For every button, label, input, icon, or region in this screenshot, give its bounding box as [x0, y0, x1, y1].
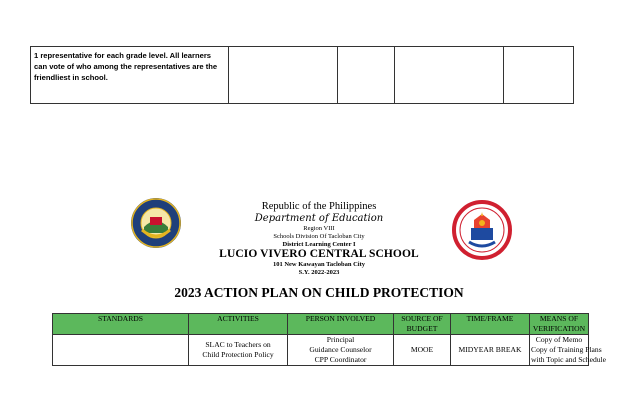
column-header-timeframe: TIME/FRAME — [451, 314, 530, 335]
school-address: 101 New Kawayan Tacloban City — [272, 261, 366, 268]
region-text: Region VIII — [303, 225, 335, 232]
person-line: Guidance Counselor — [309, 345, 372, 354]
table-row — [53, 335, 589, 366]
activities-line: SLAC to Teachers on — [205, 340, 271, 349]
activities-line: Child Protection Policy — [202, 350, 274, 359]
activities-cell — [189, 335, 288, 366]
column-header-person-involved: PERSON INVOLVED — [288, 314, 394, 335]
district-text: District Learning Center I — [282, 241, 356, 248]
division-text: Schools Division Of Tacloban City — [273, 233, 365, 240]
table-row — [31, 47, 574, 104]
column-header-standards: STANDARDS — [53, 314, 189, 335]
activity-description-cell: 1 representative for each grade level. All learners can vote of who among the representatives are the friendliest in school. — [31, 47, 229, 104]
column-header-activities: ACTIVITIES — [189, 314, 288, 335]
persons-cell — [288, 335, 394, 366]
standards-cell — [53, 335, 189, 366]
person-line: CPP Coordinator — [314, 355, 367, 364]
timeframe-cell: MIDYEAR BREAK — [451, 335, 530, 366]
school-year: S.Y. 2022-2023 — [298, 269, 340, 276]
empty-cell — [229, 47, 338, 104]
column-header-means-of-verification: MEANS OF VERIFICATION — [530, 314, 589, 335]
department-heading: Department of Education — [254, 213, 384, 224]
action-plan-table — [52, 313, 607, 366]
empty-cell — [504, 47, 574, 104]
verification-line: with Topic and Schedule — [531, 355, 607, 364]
verification-line: Copy of Memo — [535, 335, 583, 344]
verification-cell — [530, 335, 607, 366]
verification-line: Copy of Training Plans — [531, 345, 602, 354]
empty-cell — [395, 47, 504, 104]
budget-cell: MOOE — [394, 335, 451, 366]
person-line: Principal — [326, 335, 355, 344]
page-title: 2023 ACTION PLAN ON CHILD PROTECTION — [174, 285, 464, 300]
republic-heading: Republic of the Philippines — [261, 201, 377, 212]
column-header-source-of-budget: SOURCE OF BUDGET — [394, 314, 451, 335]
table-header-row — [53, 314, 589, 335]
empty-cell — [338, 47, 395, 104]
continuation-table — [30, 46, 574, 104]
school-name: LUCIO VIVERO CENTRAL SCHOOL — [219, 248, 419, 260]
